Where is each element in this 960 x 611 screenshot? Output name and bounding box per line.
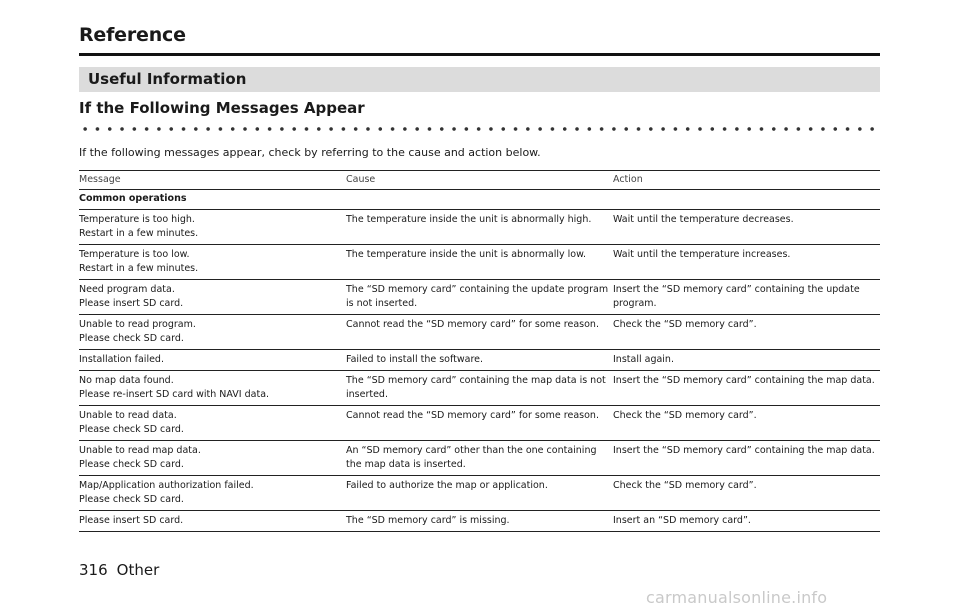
- table-row: [79, 406, 880, 441]
- message-line-1: Map/Application authorization failed.: [79, 480, 254, 491]
- action-cell: [613, 245, 880, 280]
- group-label: Common operations: [79, 190, 880, 210]
- message-cell: [79, 210, 346, 245]
- action-line-1: Insert an “SD memory card”.: [613, 515, 751, 526]
- action-line-1: Install again.: [613, 354, 674, 365]
- message-line-2: Please re-insert SD card with NAVI data.: [79, 389, 270, 400]
- action-line-1: Insert the “SD memory card” containing the map data.: [613, 445, 875, 456]
- message-line-2: Please insert SD card.: [79, 298, 184, 309]
- table-row: [79, 210, 880, 245]
- message-line-1: Need program data.: [79, 284, 175, 295]
- page-footer: [79, 561, 159, 579]
- message-cell: [79, 315, 346, 350]
- cause-line-1: The temperature inside the unit is abnormally low.: [346, 249, 587, 260]
- watermark: carmanualsonline.info: [646, 588, 828, 607]
- cause-cell: [346, 476, 613, 511]
- cause-line-2: the map data is inserted.: [346, 459, 466, 470]
- cause-line-1: The temperature inside the unit is abnormally high.: [346, 214, 592, 225]
- table-row: [79, 245, 880, 280]
- table-row: [79, 511, 880, 532]
- cause-line-1: Failed to authorize the map or application.: [346, 480, 548, 491]
- action-cell: [613, 280, 880, 315]
- cause-line-1: The “SD memory card” is missing.: [346, 515, 510, 526]
- header-message: Message: [79, 171, 346, 190]
- message-line-2: Please check SD card.: [79, 333, 184, 344]
- message-line-1: Temperature is too high.: [79, 214, 195, 225]
- action-cell: [613, 511, 880, 532]
- cause-cell: [346, 511, 613, 532]
- message-cell: [79, 350, 346, 371]
- cause-line-1: Cannot read the “SD memory card” for some reason.: [346, 319, 599, 330]
- action-cell: [613, 476, 880, 511]
- intro-text: If the following messages appear, check by referring to the cause and action below.: [79, 146, 541, 159]
- cause-cell: [346, 315, 613, 350]
- message-line-1: Installation failed.: [79, 354, 164, 365]
- cause-cell: [346, 280, 613, 315]
- action-cell: [613, 315, 880, 350]
- table-row: [79, 441, 880, 476]
- cause-line-1: Failed to install the software.: [346, 354, 484, 365]
- message-cell: [79, 511, 346, 532]
- table-row: [79, 371, 880, 406]
- action-line-1: Check the “SD memory card”.: [613, 410, 757, 421]
- action-line-1: Wait until the temperature increases.: [613, 249, 791, 260]
- action-line-1: Check the “SD memory card”.: [613, 319, 757, 330]
- cause-line-1: The “SD memory card” containing the update program: [346, 284, 609, 295]
- page-title: Reference: [79, 24, 186, 46]
- action-line-1: Insert the “SD memory card” containing the update: [613, 284, 860, 295]
- table-row: [79, 350, 880, 371]
- message-line-2: Please check SD card.: [79, 459, 184, 470]
- cause-cell: [346, 406, 613, 441]
- message-line-2: Restart in a few minutes.: [79, 228, 199, 239]
- action-cell: [613, 406, 880, 441]
- cause-line-1: The “SD memory card” containing the map data is not: [346, 375, 606, 386]
- action-cell: [613, 210, 880, 245]
- table-row: [79, 476, 880, 511]
- cause-line-1: Cannot read the “SD memory card” for some reason.: [346, 410, 599, 421]
- footer-section: Other: [116, 561, 160, 579]
- action-cell: [613, 371, 880, 406]
- message-line-2: Restart in a few minutes.: [79, 263, 199, 274]
- cause-cell: [346, 210, 613, 245]
- action-line-1: Insert the “SD memory card” containing the map data.: [613, 375, 875, 386]
- message-line-2: Please check SD card.: [79, 494, 184, 505]
- cause-line-1: An “SD memory card” other than the one containing: [346, 445, 597, 456]
- message-line-2: Please check SD card.: [79, 424, 184, 435]
- subsection-heading: If the Following Messages Appear: [79, 99, 365, 117]
- message-cell: [79, 245, 346, 280]
- messages-table: [79, 170, 880, 532]
- page-number: 316: [79, 561, 108, 579]
- header-cause: Cause: [346, 171, 613, 190]
- cause-cell: [346, 371, 613, 406]
- message-cell: [79, 371, 346, 406]
- message-cell: [79, 476, 346, 511]
- table-header-row: [79, 171, 880, 190]
- section-bar: [79, 67, 880, 92]
- action-line-1: Wait until the temperature decreases.: [613, 214, 794, 225]
- message-cell: [79, 280, 346, 315]
- table-row: [79, 280, 880, 315]
- section-title: Useful Information: [88, 70, 247, 88]
- action-line-2: program.: [613, 298, 657, 309]
- action-line-1: Check the “SD memory card”.: [613, 480, 757, 491]
- header-action: Action: [613, 171, 880, 190]
- cause-line-2: inserted.: [346, 389, 388, 400]
- dotted-divider: [79, 126, 880, 132]
- message-line-1: Please insert SD card.: [79, 515, 184, 526]
- group-row: [79, 190, 880, 210]
- title-rule: [79, 53, 880, 56]
- table-row: [79, 315, 880, 350]
- cause-cell: [346, 350, 613, 371]
- cause-line-2: is not inserted.: [346, 298, 418, 309]
- message-line-1: No map data found.: [79, 375, 174, 386]
- message-line-1: Unable to read program.: [79, 319, 196, 330]
- message-line-1: Unable to read map data.: [79, 445, 201, 456]
- cause-cell: [346, 441, 613, 476]
- message-line-1: Unable to read data.: [79, 410, 177, 421]
- message-line-1: Temperature is too low.: [79, 249, 190, 260]
- message-cell: [79, 441, 346, 476]
- cause-cell: [346, 245, 613, 280]
- action-cell: [613, 350, 880, 371]
- action-cell: [613, 441, 880, 476]
- message-cell: [79, 406, 346, 441]
